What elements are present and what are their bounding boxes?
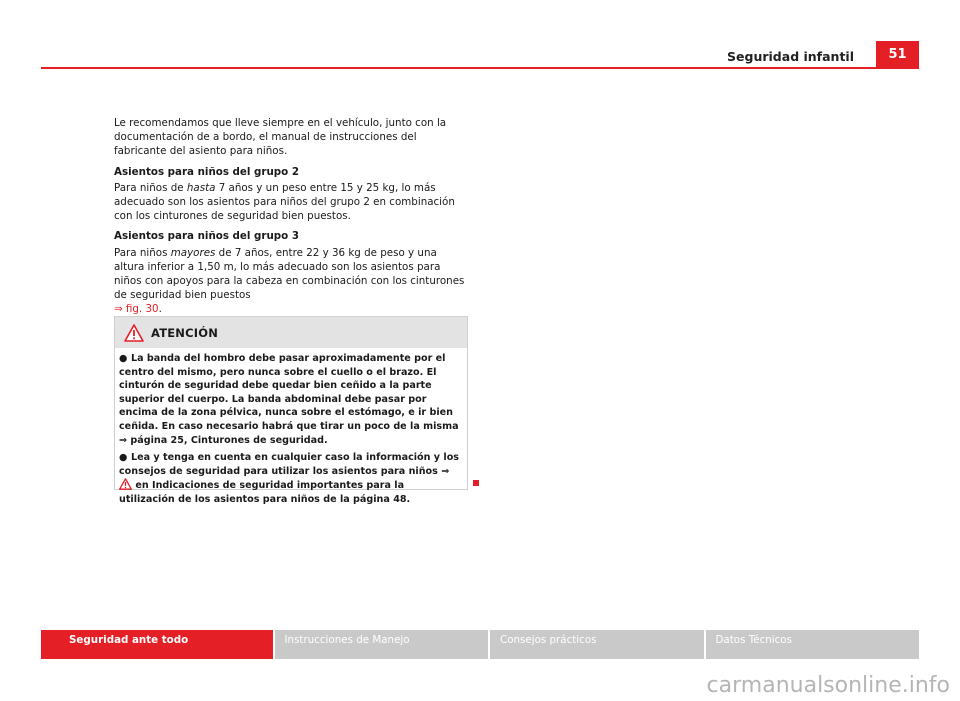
warning-item-2 xyxy=(119,451,463,506)
group2-heading: Asientos para niños del grupo 2 xyxy=(114,165,300,178)
group3-text-end: de 7 años, entre 22 y 36 kg de peso y una altura inferior a 1,50 m, lo más adecuado son los asientos para niños con apoyos para la cabeza en combinación con los cinturones de seguridad bien puestos xyxy=(114,246,465,302)
group2-text-end: 7 años y un peso entre 15 y 25 kg, lo más adecuado son los asientos para niños del grupo 2 en combinación con los cinturones de seguridad bien puestos. xyxy=(114,181,455,223)
footer-tab-consejos[interactable]: Consejos prácticos xyxy=(490,630,704,659)
group2-paragraph xyxy=(114,181,470,224)
warning-box xyxy=(114,316,468,505)
bullet-marker: ● xyxy=(119,353,128,364)
group3-period: . xyxy=(158,303,162,316)
watermark: carmanualsonline.info xyxy=(706,673,950,698)
page-number: 51 xyxy=(876,41,919,67)
footer-navigation xyxy=(41,630,919,659)
footer-tab-datos[interactable]: Datos Técnicos xyxy=(706,630,920,659)
section-end-marker xyxy=(473,480,479,486)
page-header-title: Seguridad infantil xyxy=(727,49,854,64)
warning-title: ATENCIÓN xyxy=(151,325,219,340)
warning-triangle-icon xyxy=(124,324,144,342)
warning-triangle-icon xyxy=(119,478,132,490)
warning-body xyxy=(115,348,467,507)
warning-item-2-text-end: en Indicaciones de seguridad importantes para la utilización de los asientos para niños de la página 48. xyxy=(119,480,411,505)
intro-paragraph: Le recomendamos que lleve siempre en el vehículo, junto con la documentación de a bordo, el manual de instrucciones del fabricante del asiento para niños. xyxy=(114,117,447,158)
warning-item-1 xyxy=(119,352,463,447)
group2-emphasis: hasta xyxy=(186,181,216,194)
footer-tab-instrucciones[interactable]: Instrucciones de Manejo xyxy=(275,630,489,659)
bullet-marker: ● xyxy=(119,452,128,464)
fig-30-link[interactable]: ⇒ fig. 30 xyxy=(114,303,159,316)
warning-item-2-text-start: Lea y tenga en cuenta en cualquier caso la información y los consejos de seguridad para utilizar los asientos para niños ⇒ xyxy=(119,452,459,477)
footer-tab-seguridad[interactable]: Seguridad ante todo xyxy=(41,630,273,659)
main-content xyxy=(114,116,470,323)
header-divider xyxy=(41,67,919,69)
group3-emphasis: mayores xyxy=(170,246,216,259)
group3-text-start: Para niños xyxy=(114,246,171,259)
group3-heading: Asientos para niños del grupo 3 xyxy=(114,230,300,243)
group3-paragraph xyxy=(114,246,470,317)
group2-text-start: Para niños de xyxy=(114,181,187,194)
warning-header xyxy=(115,317,467,348)
warning-item-1-text: La banda del hombro debe pasar aproximadamente por el centro del mismo, pero nunca sobre el cuello o el brazo. El cinturón de seguridad debe quedar bien ceñido a la parte superior del cuerpo. La banda abdominal debe pasar por encima de la zona pélvica, nunca sobre el estómago, e ir bien ceñida. En caso necesario habrá que tirar un poco de la misma ⇒ página 25, Cinturones de seguridad. xyxy=(119,353,459,446)
